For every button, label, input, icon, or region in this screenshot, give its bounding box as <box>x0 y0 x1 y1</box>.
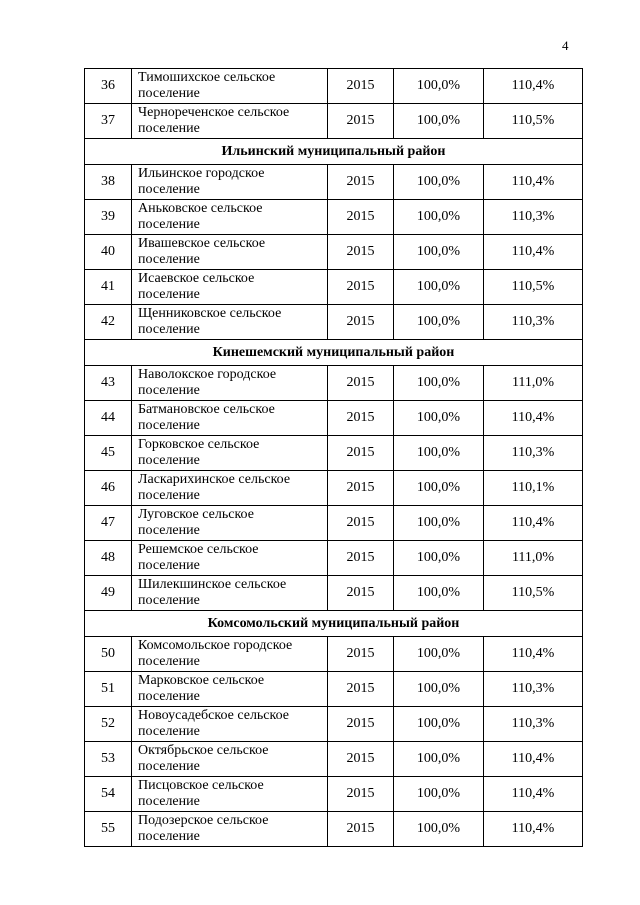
settlement-name <box>132 707 328 742</box>
settlement-name <box>132 541 328 576</box>
settlement-name-line2: поселение <box>138 654 200 669</box>
table-row <box>85 305 583 340</box>
percent-cell-1: 100,0% <box>394 69 484 104</box>
percent-cell-1: 100,0% <box>394 471 484 506</box>
row-number: 45 <box>85 436 132 471</box>
settlement-name <box>132 235 328 270</box>
settlement-name-line1: Батмановское сельское <box>138 402 275 417</box>
settlement-name-line2: поселение <box>138 829 200 844</box>
settlement-name-line1: Марковское сельское <box>138 673 265 688</box>
row-number: 49 <box>85 576 132 611</box>
percent-cell-1: 100,0% <box>394 541 484 576</box>
table-row <box>85 672 583 707</box>
row-number: 53 <box>85 742 132 777</box>
settlement-name-line1: Писцовское сельское <box>138 778 264 793</box>
percent-cell-2: 110,4% <box>484 812 583 847</box>
row-number: 52 <box>85 707 132 742</box>
percent-cell-1: 100,0% <box>394 200 484 235</box>
table-row <box>85 506 583 541</box>
percent-cell-2: 111,0% <box>484 541 583 576</box>
year-cell: 2015 <box>328 812 394 847</box>
percent-cell-2: 110,3% <box>484 436 583 471</box>
percent-cell-2: 110,4% <box>484 506 583 541</box>
settlement-name <box>132 812 328 847</box>
settlement-name-line1: Ивашевское сельское <box>138 236 266 251</box>
percent-cell-2: 110,4% <box>484 165 583 200</box>
table-row <box>85 165 583 200</box>
percent-cell-2: 110,4% <box>484 777 583 812</box>
row-number: 39 <box>85 200 132 235</box>
row-number: 47 <box>85 506 132 541</box>
table-row <box>85 401 583 436</box>
settlements-table <box>84 68 583 847</box>
settlement-name <box>132 506 328 541</box>
settlement-name-line2: поселение <box>138 724 200 739</box>
settlement-name-line2: поселение <box>138 252 200 267</box>
percent-cell-2: 111,0% <box>484 366 583 401</box>
row-number: 46 <box>85 471 132 506</box>
settlement-name-line1: Ласкарихинское сельское <box>138 472 291 487</box>
percent-cell-1: 100,0% <box>394 812 484 847</box>
table-row <box>85 812 583 847</box>
percent-cell-2: 110,5% <box>484 104 583 139</box>
settlement-name-line2: поселение <box>138 453 200 468</box>
table-row <box>85 742 583 777</box>
year-cell: 2015 <box>328 401 394 436</box>
percent-cell-1: 100,0% <box>394 104 484 139</box>
row-number: 50 <box>85 637 132 672</box>
settlement-name <box>132 401 328 436</box>
percent-cell-2: 110,5% <box>484 576 583 611</box>
settlement-name <box>132 366 328 401</box>
table-row <box>85 777 583 812</box>
row-number: 36 <box>85 69 132 104</box>
table-row <box>85 366 583 401</box>
settlement-name <box>132 69 328 104</box>
year-cell: 2015 <box>328 707 394 742</box>
row-number: 37 <box>85 104 132 139</box>
settlement-name-line1: Решемское сельское <box>138 542 259 557</box>
settlement-name-line1: Исаевское сельское <box>138 271 255 286</box>
percent-cell-2: 110,3% <box>484 707 583 742</box>
settlement-name-line2: поселение <box>138 121 200 136</box>
table-row <box>85 471 583 506</box>
settlement-name <box>132 436 328 471</box>
percent-cell-1: 100,0% <box>394 742 484 777</box>
settlement-name-line2: поселение <box>138 383 200 398</box>
table-row <box>85 707 583 742</box>
settlement-name-line2: поселение <box>138 418 200 433</box>
row-number: 40 <box>85 235 132 270</box>
year-cell: 2015 <box>328 366 394 401</box>
year-cell: 2015 <box>328 104 394 139</box>
year-cell: 2015 <box>328 506 394 541</box>
section-header-row <box>85 139 583 165</box>
percent-cell-2: 110,1% <box>484 471 583 506</box>
year-cell: 2015 <box>328 672 394 707</box>
settlement-name <box>132 270 328 305</box>
settlement-name-line2: поселение <box>138 86 200 101</box>
settlement-name-line2: поселение <box>138 182 200 197</box>
table-row <box>85 104 583 139</box>
settlement-name-line2: поселение <box>138 794 200 809</box>
settlement-name-line1: Подозерское сельское <box>138 813 269 828</box>
year-cell: 2015 <box>328 637 394 672</box>
percent-cell-1: 100,0% <box>394 305 484 340</box>
percent-cell-2: 110,4% <box>484 742 583 777</box>
year-cell: 2015 <box>328 69 394 104</box>
table-row <box>85 69 583 104</box>
year-cell: 2015 <box>328 436 394 471</box>
percent-cell-1: 100,0% <box>394 235 484 270</box>
percent-cell-1: 100,0% <box>394 270 484 305</box>
percent-cell-2: 110,5% <box>484 270 583 305</box>
percent-cell-2: 110,3% <box>484 200 583 235</box>
section-header-row <box>85 340 583 366</box>
section-header-row <box>85 611 583 637</box>
percent-cell-2: 110,4% <box>484 235 583 270</box>
row-number: 48 <box>85 541 132 576</box>
settlement-name-line2: поселение <box>138 322 200 337</box>
table-row <box>85 270 583 305</box>
settlement-name-line2: поселение <box>138 488 200 503</box>
year-cell: 2015 <box>328 165 394 200</box>
settlement-name <box>132 637 328 672</box>
percent-cell-2: 110,4% <box>484 69 583 104</box>
settlement-name-line1: Чернореченское сельское <box>138 105 290 120</box>
year-cell: 2015 <box>328 777 394 812</box>
percent-cell-1: 100,0% <box>394 401 484 436</box>
settlement-name <box>132 104 328 139</box>
settlement-name-line2: поселение <box>138 523 200 538</box>
settlement-name-line1: Луговское сельское <box>138 507 254 522</box>
row-number: 41 <box>85 270 132 305</box>
percent-cell-1: 100,0% <box>394 637 484 672</box>
section-title: Комсомольский муниципальный район <box>85 611 583 637</box>
settlement-name-line1: Горковское сельское <box>138 437 260 452</box>
percent-cell-2: 110,3% <box>484 672 583 707</box>
percent-cell-1: 100,0% <box>394 436 484 471</box>
row-number: 38 <box>85 165 132 200</box>
settlement-name-line1: Ильинское городское <box>138 166 265 181</box>
settlement-name-line1: Октябрьское сельское <box>138 743 269 758</box>
settlement-name-line2: поселение <box>138 558 200 573</box>
table-row <box>85 576 583 611</box>
year-cell: 2015 <box>328 742 394 777</box>
settlement-name <box>132 165 328 200</box>
settlement-name-line2: поселение <box>138 217 200 232</box>
year-cell: 2015 <box>328 305 394 340</box>
settlement-name-line1: Аньковское сельское <box>138 201 263 216</box>
settlement-name <box>132 742 328 777</box>
settlement-name-line2: поселение <box>138 287 200 302</box>
settlement-name-line1: Комсомольское городское <box>138 638 293 653</box>
settlement-name <box>132 576 328 611</box>
year-cell: 2015 <box>328 471 394 506</box>
page-number: 4 <box>562 38 569 53</box>
table-row <box>85 235 583 270</box>
settlement-name <box>132 200 328 235</box>
row-number: 54 <box>85 777 132 812</box>
percent-cell-2: 110,4% <box>484 637 583 672</box>
row-number: 51 <box>85 672 132 707</box>
year-cell: 2015 <box>328 200 394 235</box>
percent-cell-2: 110,4% <box>484 401 583 436</box>
year-cell: 2015 <box>328 541 394 576</box>
percent-cell-1: 100,0% <box>394 707 484 742</box>
settlement-name-line2: поселение <box>138 759 200 774</box>
year-cell: 2015 <box>328 270 394 305</box>
percent-cell-1: 100,0% <box>394 777 484 812</box>
row-number: 42 <box>85 305 132 340</box>
settlement-name-line2: поселение <box>138 593 200 608</box>
settlement-name-line1: Тимошихское сельское <box>138 70 276 85</box>
settlement-name <box>132 777 328 812</box>
table-row <box>85 436 583 471</box>
row-number: 55 <box>85 812 132 847</box>
percent-cell-1: 100,0% <box>394 576 484 611</box>
percent-cell-2: 110,3% <box>484 305 583 340</box>
table-row <box>85 637 583 672</box>
section-title: Кинешемский муниципальный район <box>85 340 583 366</box>
section-title: Ильинский муниципальный район <box>85 139 583 165</box>
table-row <box>85 200 583 235</box>
row-number: 43 <box>85 366 132 401</box>
table-body <box>85 69 583 847</box>
percent-cell-1: 100,0% <box>394 165 484 200</box>
year-cell: 2015 <box>328 576 394 611</box>
percent-cell-1: 100,0% <box>394 506 484 541</box>
settlement-name-line1: Наволокское городское <box>138 367 277 382</box>
table-row <box>85 541 583 576</box>
settlement-name-line2: поселение <box>138 689 200 704</box>
row-number: 44 <box>85 401 132 436</box>
settlement-name-line1: Шилекшинское сельское <box>138 577 287 592</box>
settlement-name <box>132 305 328 340</box>
settlement-name-line1: Новоусадебское сельское <box>138 708 289 723</box>
year-cell: 2015 <box>328 235 394 270</box>
settlement-name-line1: Щенниковское сельское <box>138 306 282 321</box>
settlement-name <box>132 672 328 707</box>
settlement-name <box>132 471 328 506</box>
percent-cell-1: 100,0% <box>394 366 484 401</box>
percent-cell-1: 100,0% <box>394 672 484 707</box>
